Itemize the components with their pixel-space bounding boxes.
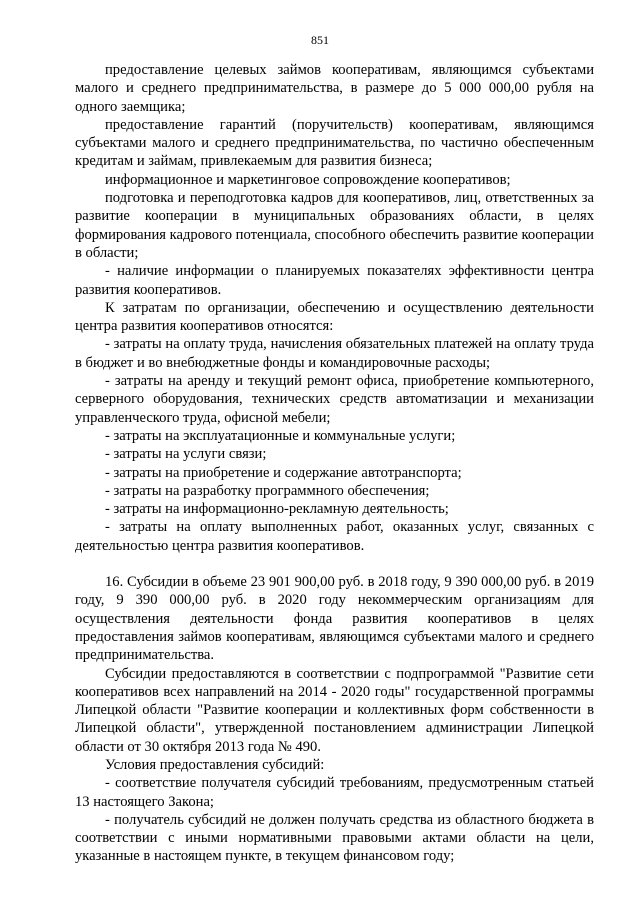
paragraph: предоставление целевых займов кооперативам, являющимся субъектами малого и среднего предпринимательства, в размере до 5 000 000,00 рубля на одного заемщика; bbox=[75, 62, 594, 115]
list-item: - затраты на оплату выполненных работ, оказанных услуг, связанных с деятельностью центра развития кооперативов. bbox=[75, 519, 594, 554]
paragraph: подготовка и переподготовка кадров для кооперативов, лиц, ответственных за развитие кооперации в муниципальных образованиях области, в целях формирования кадрового потенциала, способного обеспечить развитие кооперации в области; bbox=[75, 190, 594, 261]
paragraph: 16. Субсидии в объеме 23 901 900,00 руб. в 2018 году, 9 390 000,00 руб. в 2019 году, 9 390 000,00 руб. в 2020 году некоммерческим организациям для осуществления деятельности фонда развития кооперативов в целях предоставления займов кооперативам, являющимся субъектами малого и среднего предпринимательства. bbox=[75, 574, 594, 664]
paragraph: Субсидии предоставляются в соответствии с подпрограммой "Развитие сети кооперативов всех направлений на 2014 - 2020 годы" государственной программы Липецкой области "Развитие кооперации и коллективных форм собственности в Липецкой области", утвержденной постановлением администрации Липецкой области от 30 октября 2013 года № 490. bbox=[75, 665, 594, 755]
paragraph: К затратам по организации, обеспечению и осуществлению деятельности центра развития кооперативов относятся: bbox=[75, 299, 594, 335]
list-item: - затраты на информационно-рекламную деятельность; bbox=[105, 501, 449, 518]
paragraph-spacer bbox=[75, 555, 594, 573]
list-item: - затраты на оплату труда, начисления обязательных платежей на оплату труда в бюджет и во внебюджетные фонды и командировочные расходы; bbox=[75, 336, 594, 371]
document-body bbox=[75, 61, 594, 866]
paragraph: информационное и маркетинговое сопровождение кооперативов; bbox=[105, 171, 511, 188]
list-item: - соответствие получателя субсидий требованиям, предусмотренным статьей 13 настоящего Закона; bbox=[75, 775, 594, 810]
paragraph: предоставление гарантий (поручительств) кооперативам, являющимся субъектами малого и среднего предпринимательства, по частично обеспеченным кредитам и займам, привлекаемым для развития бизнеса; bbox=[75, 116, 594, 170]
page-number: 851 bbox=[311, 33, 329, 47]
list-item: - затраты на разработку программного обеспечения; bbox=[105, 482, 430, 499]
list-item: - затраты на эксплуатационные и коммунальные услуги; bbox=[105, 427, 456, 444]
list-item: - затраты на услуги связи; bbox=[105, 446, 267, 463]
list-item: - затраты на аренду и текущий ремонт офиса, приобретение компьютерного, серверного оборудования, технических средств автоматизации и механизации управленческого труда, офисной мебели; bbox=[75, 373, 594, 426]
list-item: - получатель субсидий не должен получать средства из областного бюджета в соответствии с иными нормативными правовыми актами области на цели, указанные в настоящем пункте, в текущем финансовом году; bbox=[75, 811, 594, 865]
paragraph: Условия предоставления субсидий: bbox=[105, 756, 325, 773]
list-item: - затраты на приобретение и содержание автотранспорта; bbox=[105, 464, 462, 481]
paragraph: - наличие информации о планируемых показателях эффективности центра развития кооперативов. bbox=[75, 263, 594, 298]
